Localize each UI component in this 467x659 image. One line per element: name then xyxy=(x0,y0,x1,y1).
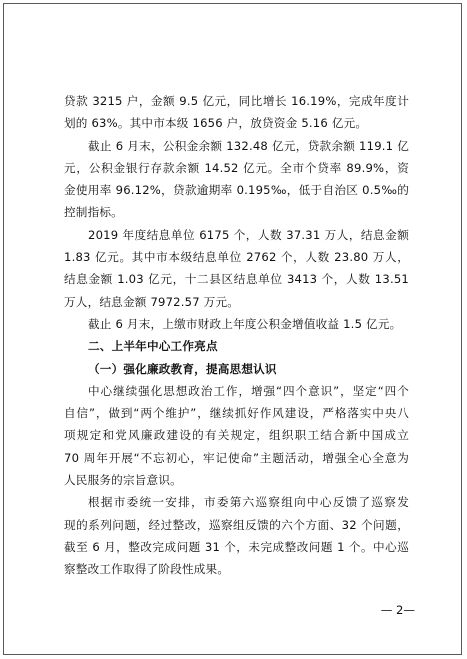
text-line: 人民服务的宗旨意识。 xyxy=(64,473,182,488)
text-line: 金使用率 96.12%，贷款逾期率 0.195‰，低于自治区 0.5‰的 xyxy=(64,183,409,198)
document-body xyxy=(64,90,409,581)
text-line: 结息金额 1.03 亿元，十二县区结息单位 3413 个，人数 13.51 xyxy=(64,272,409,287)
text-line: 万人，结息金额 7972.57 万元。 xyxy=(64,294,240,309)
text-line: 截止 6 月末，公积金余额 132.48 亿元，贷款余额 119.1 亿 xyxy=(88,138,409,153)
text-line: 现的系列问题，经过整改，巡察组反馈的六个方面、32 个问题， xyxy=(64,517,409,532)
text-line: 截止 6 月末，上缴市财政上年度公积金增值收益 1.5 亿元。 xyxy=(88,316,402,331)
text-line: 中心继续强化思想政治工作，增强“四个意识”，坚定“四个 xyxy=(88,383,409,398)
text-line: 1.83 亿元。其中市本级结息单位 2762 个，人数 23.80 万人， xyxy=(64,250,409,265)
text-line: 自信”，做到“两个维护”，继续抓好作风建设，严格落实中央八 xyxy=(64,406,409,421)
text-line: 贷款 3215 户，金额 9.5 亿元，同比增长 16.19%，完成年度计 xyxy=(64,94,409,108)
text-line: 划的 63%。其中市本级 1656 户，放贷资金 5.16 亿元。 xyxy=(64,116,368,131)
text-line: 70 周年开展“不忘初心，牢记使命”主题活动，增强全心全意为 xyxy=(64,450,409,465)
text-line: 控制指标。 xyxy=(64,205,123,220)
text-line: 元，公积金银行存款余额 14.52 亿元。全市个贷率 89.9%，资 xyxy=(64,160,409,175)
section-heading: （一）强化廉政教育，提高思想认识 xyxy=(88,361,277,376)
text-line: 2019 年度结息单位 6175 个，人数 37.31 万人，结息金额 xyxy=(88,227,409,242)
text-line: 截至 6 月，整改完成问题 31 个，未完成整改问题 1 个。中心巡 xyxy=(64,539,409,554)
text-line: 察整改工作取得了阶段性成果。 xyxy=(64,562,230,577)
text-line: 根据市委统一安排，市委第六巡察组向中心反馈了巡察发 xyxy=(88,495,409,510)
document-page xyxy=(3,3,462,655)
page-number: — 2— xyxy=(380,603,415,617)
text-line: 项规定和党风廉政建设的有关规定，组织职工结合新中国成立 xyxy=(64,428,409,443)
section-heading: 二、上半年中心工作亮点 xyxy=(88,339,218,354)
